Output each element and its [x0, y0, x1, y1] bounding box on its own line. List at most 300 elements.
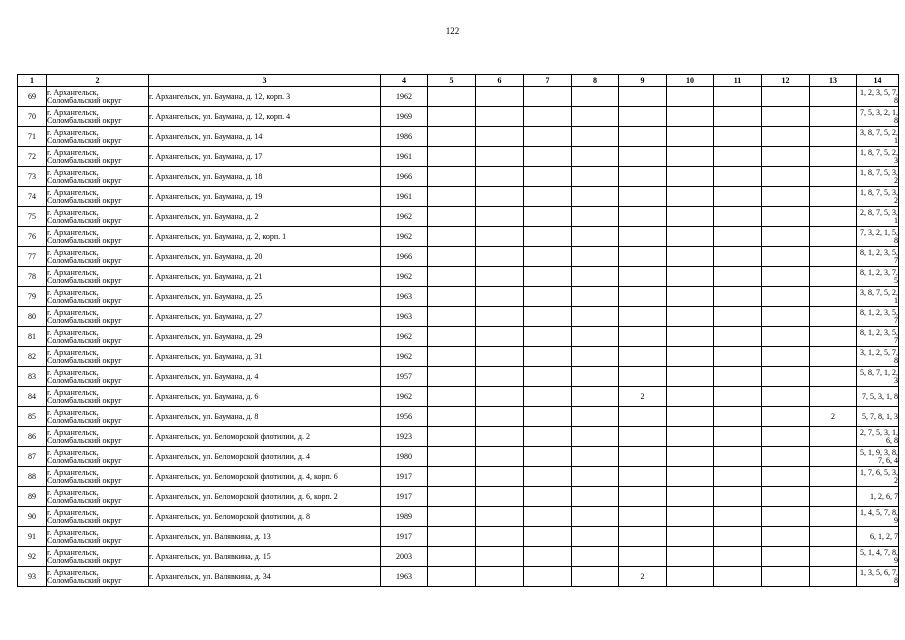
col-8-cell	[572, 207, 619, 227]
district-line: г. Архангельск,	[47, 267, 99, 277]
col-10-cell	[667, 247, 714, 267]
col-11-cell	[714, 367, 762, 387]
table-row	[18, 567, 899, 587]
col-11-cell	[714, 487, 762, 507]
col-10-cell	[667, 387, 714, 407]
col-14-cell	[857, 167, 899, 187]
col-14-line: 8, 1, 2, 3, 5,	[860, 247, 898, 257]
col-10-cell	[667, 87, 714, 107]
table-row	[18, 507, 899, 527]
col-13-cell	[810, 287, 857, 307]
col-14-line: 7	[894, 255, 898, 265]
district-line: Соломбальский округ	[47, 235, 122, 245]
table-row	[18, 447, 899, 467]
district-line: г. Архангельск,	[47, 487, 99, 497]
col-5-cell	[428, 567, 476, 587]
col-10-cell	[667, 227, 714, 247]
address-cell: г. Архангельск, ул. Беломорской флотилии, д. 4	[149, 447, 381, 467]
district-line: г. Архангельск,	[47, 447, 99, 457]
table-row	[18, 87, 899, 107]
col-13-cell	[810, 147, 857, 167]
year-cell: 1962	[381, 347, 428, 367]
col-14-cell	[857, 287, 899, 307]
col-8-cell	[572, 107, 619, 127]
col-13-cell	[810, 227, 857, 247]
col-11-cell	[714, 467, 762, 487]
table-row	[18, 387, 899, 407]
address-cell: г. Архангельск, ул. Баумана, д. 14	[149, 127, 381, 147]
col-5-cell	[428, 147, 476, 167]
district-line: г. Архангельск,	[47, 147, 99, 157]
col-12-cell	[762, 347, 810, 367]
row-number: 87	[18, 447, 47, 467]
table-row	[18, 247, 899, 267]
col-12-cell	[762, 87, 810, 107]
col-6-cell	[476, 547, 524, 567]
col-12-cell	[762, 447, 810, 467]
district-line: Соломбальский округ	[47, 195, 122, 205]
col-6-cell	[476, 187, 524, 207]
district-line: г. Архангельск,	[47, 407, 99, 417]
col-9-cell	[619, 547, 667, 567]
district-cell	[47, 87, 149, 107]
col-14-line: 2, 7, 5, 3, 1,	[860, 427, 898, 437]
district-cell	[47, 287, 149, 307]
table-row	[18, 107, 899, 127]
col-14-line: 8	[894, 575, 898, 585]
col-13-cell	[810, 367, 857, 387]
col-6-cell	[476, 327, 524, 347]
year-cell: 1961	[381, 187, 428, 207]
address-cell: г. Архангельск, ул. Баумана, д. 8	[149, 407, 381, 427]
col-9-cell	[619, 207, 667, 227]
district-cell	[47, 207, 149, 227]
district-line: Соломбальский округ	[47, 295, 122, 305]
col-14-line: 2, 8, 7, 5, 3,	[860, 207, 898, 217]
district-line: г. Архангельск,	[47, 387, 99, 397]
col-10-cell	[667, 307, 714, 327]
address-cell: г. Архангельск, ул. Баумана, д. 12, корп. 4	[149, 107, 381, 127]
col-14-cell	[857, 327, 899, 347]
district-cell	[47, 367, 149, 387]
col-14-line: 1	[894, 135, 898, 145]
row-number: 89	[18, 487, 47, 507]
col-6-cell	[476, 167, 524, 187]
col-8-cell	[572, 447, 619, 467]
col-9-cell	[619, 247, 667, 267]
table-body	[18, 87, 899, 587]
col-6-cell	[476, 227, 524, 247]
row-number: 72	[18, 147, 47, 167]
col-7-cell	[524, 367, 572, 387]
col-11-cell	[714, 207, 762, 227]
col-5-cell	[428, 527, 476, 547]
col-9-cell	[619, 487, 667, 507]
table-row	[18, 347, 899, 367]
col-10-cell	[667, 167, 714, 187]
row-number: 78	[18, 267, 47, 287]
col-7-cell	[524, 487, 572, 507]
column-header: 8	[572, 75, 619, 87]
col-14-line: 7, 6, 4	[878, 455, 898, 465]
year-cell: 1963	[381, 567, 428, 587]
col-8-cell	[572, 227, 619, 247]
col-7-cell	[524, 467, 572, 487]
district-cell	[47, 527, 149, 547]
col-11-cell	[714, 287, 762, 307]
address-cell: г. Архангельск, ул. Баумана, д. 31	[149, 347, 381, 367]
col-14-line: 2	[894, 475, 898, 485]
col-9-cell	[619, 507, 667, 527]
row-number: 80	[18, 307, 47, 327]
col-9-cell	[619, 407, 667, 427]
col-12-cell	[762, 487, 810, 507]
col-11-cell	[714, 87, 762, 107]
col-9-cell	[619, 427, 667, 447]
col-14-cell	[857, 367, 899, 387]
district-line: Соломбальский округ	[47, 395, 122, 405]
table-row	[18, 227, 899, 247]
col-14-line: 9	[894, 555, 898, 565]
col-13-cell	[810, 247, 857, 267]
col-14-line: 6, 1, 2, 7	[870, 531, 898, 541]
col-5-cell	[428, 367, 476, 387]
col-12-cell	[762, 247, 810, 267]
row-number: 84	[18, 387, 47, 407]
col-14-cell	[857, 487, 899, 507]
column-header: 10	[667, 75, 714, 87]
col-6-cell	[476, 127, 524, 147]
col-14-line: 3, 8, 7, 5, 2,	[860, 127, 898, 137]
district-cell	[47, 167, 149, 187]
col-14-line: 1, 2, 3, 5, 7,	[860, 87, 898, 97]
district-line: Соломбальский округ	[47, 335, 122, 345]
col-7-cell	[524, 327, 572, 347]
col-14-line: 8	[894, 235, 898, 245]
col-13-cell	[810, 187, 857, 207]
col-14-cell	[857, 207, 899, 227]
col-8-cell	[572, 247, 619, 267]
district-line: г. Архангельск,	[47, 307, 99, 317]
col-9-cell: 2	[619, 387, 667, 407]
address-cell: г. Архангельск, ул. Баумана, д. 6	[149, 387, 381, 407]
col-12-cell	[762, 227, 810, 247]
column-header: 12	[762, 75, 810, 87]
district-line: г. Архангельск,	[47, 567, 99, 577]
year-cell: 1962	[381, 227, 428, 247]
col-10-cell	[667, 287, 714, 307]
col-13-cell	[810, 467, 857, 487]
col-11-cell	[714, 187, 762, 207]
address-cell: г. Архангельск, ул. Баумана, д. 21	[149, 267, 381, 287]
col-5-cell	[428, 347, 476, 367]
table-row	[18, 367, 899, 387]
col-5-cell	[428, 227, 476, 247]
district-line: Соломбальский округ	[47, 115, 122, 125]
col-8-cell	[572, 327, 619, 347]
address-cell: г. Архангельск, ул. Баумана, д. 12, корп. 3	[149, 87, 381, 107]
col-5-cell	[428, 447, 476, 467]
col-5-cell	[428, 207, 476, 227]
col-9-cell	[619, 187, 667, 207]
col-6-cell	[476, 207, 524, 227]
col-6-cell	[476, 107, 524, 127]
col-14-line: 8, 1, 2, 3, 5,	[860, 327, 898, 337]
col-5-cell	[428, 327, 476, 347]
table-row	[18, 547, 899, 567]
district-line: г. Архангельск,	[47, 87, 99, 97]
row-number: 85	[18, 407, 47, 427]
year-cell: 1986	[381, 127, 428, 147]
column-header: 9	[619, 75, 667, 87]
col-11-cell	[714, 327, 762, 347]
col-5-cell	[428, 467, 476, 487]
col-5-cell	[428, 167, 476, 187]
col-13-cell	[810, 167, 857, 187]
col-11-cell	[714, 447, 762, 467]
col-14-line: 1, 4, 5, 7, 8,	[860, 507, 898, 517]
district-line: Соломбальский округ	[47, 535, 122, 545]
year-cell: 1963	[381, 307, 428, 327]
col-14-cell	[857, 127, 899, 147]
year-cell: 1962	[381, 327, 428, 347]
column-header: 14	[857, 75, 899, 87]
district-cell	[47, 387, 149, 407]
col-14-cell	[857, 427, 899, 447]
col-9-cell	[619, 147, 667, 167]
district-line: Соломбальский округ	[47, 155, 122, 165]
col-8-cell	[572, 567, 619, 587]
district-line: Соломбальский округ	[47, 435, 122, 445]
col-14-line: 2	[894, 175, 898, 185]
col-6-cell	[476, 287, 524, 307]
col-11-cell	[714, 227, 762, 247]
col-6-cell	[476, 247, 524, 267]
col-14-cell	[857, 387, 899, 407]
column-header: 2	[47, 75, 149, 87]
col-6-cell	[476, 387, 524, 407]
col-13-cell	[810, 427, 857, 447]
district-line: г. Архангельск,	[47, 247, 99, 257]
col-14-line: 7, 5, 3, 1, 8	[862, 391, 898, 401]
district-line: г. Архангельск,	[47, 127, 99, 137]
row-number: 82	[18, 347, 47, 367]
col-13-cell	[810, 327, 857, 347]
col-9-cell	[619, 327, 667, 347]
col-8-cell	[572, 267, 619, 287]
col-9-cell	[619, 87, 667, 107]
table-row	[18, 127, 899, 147]
col-11-cell	[714, 387, 762, 407]
district-line: Соломбальский округ	[47, 135, 122, 145]
col-7-cell	[524, 227, 572, 247]
col-6-cell	[476, 487, 524, 507]
table-row	[18, 307, 899, 327]
col-11-cell	[714, 567, 762, 587]
year-cell: 1962	[381, 207, 428, 227]
district-line: Соломбальский округ	[47, 315, 122, 325]
col-6-cell	[476, 267, 524, 287]
district-line: Соломбальский округ	[47, 215, 122, 225]
col-12-cell	[762, 287, 810, 307]
col-7-cell	[524, 407, 572, 427]
col-9-cell	[619, 447, 667, 467]
col-10-cell	[667, 507, 714, 527]
year-cell: 1957	[381, 367, 428, 387]
col-14-cell	[857, 547, 899, 567]
col-8-cell	[572, 387, 619, 407]
col-14-cell	[857, 467, 899, 487]
col-12-cell	[762, 187, 810, 207]
table-row	[18, 327, 899, 347]
col-11-cell	[714, 427, 762, 447]
col-13-cell	[810, 107, 857, 127]
year-cell: 1966	[381, 167, 428, 187]
district-cell	[47, 447, 149, 467]
col-7-cell	[524, 87, 572, 107]
col-14-line: 8, 1, 2, 3, 5,	[860, 307, 898, 317]
year-cell: 1917	[381, 487, 428, 507]
col-8-cell	[572, 87, 619, 107]
col-6-cell	[476, 407, 524, 427]
col-5-cell	[428, 487, 476, 507]
col-14-cell	[857, 407, 899, 427]
col-14-cell	[857, 527, 899, 547]
district-line: Соломбальский округ	[47, 255, 122, 265]
district-line: Соломбальский округ	[47, 495, 122, 505]
col-13-cell	[810, 527, 857, 547]
col-10-cell	[667, 367, 714, 387]
col-14-cell	[857, 447, 899, 467]
col-7-cell	[524, 507, 572, 527]
col-13-cell	[810, 507, 857, 527]
col-9-cell	[619, 167, 667, 187]
col-14-cell	[857, 227, 899, 247]
column-header: 4	[381, 75, 428, 87]
col-5-cell	[428, 187, 476, 207]
col-5-cell	[428, 427, 476, 447]
col-9-cell	[619, 307, 667, 327]
col-7-cell	[524, 207, 572, 227]
col-7-cell	[524, 527, 572, 547]
col-5-cell	[428, 107, 476, 127]
table-row	[18, 267, 899, 287]
year-cell: 1969	[381, 107, 428, 127]
col-8-cell	[572, 427, 619, 447]
col-12-cell	[762, 307, 810, 327]
col-14-line: 1, 2, 6, 7	[870, 491, 898, 501]
col-14-cell	[857, 507, 899, 527]
col-10-cell	[667, 487, 714, 507]
col-8-cell	[572, 507, 619, 527]
district-line: г. Архангельск,	[47, 287, 99, 297]
district-cell	[47, 427, 149, 447]
col-14-cell	[857, 347, 899, 367]
address-cell: г. Архангельск, ул. Баумана, д. 4	[149, 367, 381, 387]
col-14-line: 3	[894, 375, 898, 385]
district-cell	[47, 227, 149, 247]
district-line: г. Архангельск,	[47, 507, 99, 517]
district-cell	[47, 307, 149, 327]
col-10-cell	[667, 527, 714, 547]
col-5-cell	[428, 547, 476, 567]
col-6-cell	[476, 447, 524, 467]
col-14-cell	[857, 147, 899, 167]
col-8-cell	[572, 367, 619, 387]
col-8-cell	[572, 127, 619, 147]
col-12-cell	[762, 467, 810, 487]
col-7-cell	[524, 127, 572, 147]
col-7-cell	[524, 447, 572, 467]
col-8-cell	[572, 147, 619, 167]
address-cell: г. Архангельск, ул. Беломорской флотилии, д. 2	[149, 427, 381, 447]
year-cell: 2003	[381, 547, 428, 567]
row-number: 76	[18, 227, 47, 247]
col-9-cell	[619, 227, 667, 247]
year-cell: 1980	[381, 447, 428, 467]
col-9-cell	[619, 287, 667, 307]
col-7-cell	[524, 147, 572, 167]
col-13-cell	[810, 127, 857, 147]
col-10-cell	[667, 567, 714, 587]
col-12-cell	[762, 527, 810, 547]
district-line: Соломбальский округ	[47, 175, 122, 185]
column-header: 5	[428, 75, 476, 87]
district-line: Соломбальский округ	[47, 375, 122, 385]
row-number: 71	[18, 127, 47, 147]
col-13-cell	[810, 87, 857, 107]
col-14-line: 7	[894, 335, 898, 345]
col-12-cell	[762, 387, 810, 407]
year-cell: 1966	[381, 247, 428, 267]
address-cell: г. Архангельск, ул. Баумана, д. 19	[149, 187, 381, 207]
address-cell: г. Архангельск, ул. Беломорской флотилии, д. 4, корп. 6	[149, 467, 381, 487]
table-row	[18, 427, 899, 447]
col-9-cell	[619, 367, 667, 387]
row-number: 83	[18, 367, 47, 387]
col-14-line: 1, 8, 7, 5, 3,	[860, 167, 898, 177]
col-7-cell	[524, 347, 572, 367]
col-10-cell	[667, 407, 714, 427]
district-cell	[47, 147, 149, 167]
col-10-cell	[667, 127, 714, 147]
district-cell	[47, 187, 149, 207]
col-5-cell	[428, 407, 476, 427]
col-6-cell	[476, 87, 524, 107]
header-row	[18, 75, 899, 87]
table-row	[18, 167, 899, 187]
col-7-cell	[524, 267, 572, 287]
col-14-line: 1, 7, 6, 5, 3,	[860, 467, 898, 477]
address-cell: г. Архангельск, ул. Баумана, д. 2, корп. 1	[149, 227, 381, 247]
row-number: 73	[18, 167, 47, 187]
district-cell	[47, 107, 149, 127]
year-cell: 1962	[381, 87, 428, 107]
row-number: 81	[18, 327, 47, 347]
col-12-cell	[762, 127, 810, 147]
address-cell: г. Архангельск, ул. Баумана, д. 20	[149, 247, 381, 267]
col-8-cell	[572, 307, 619, 327]
col-10-cell	[667, 427, 714, 447]
col-14-line: 1, 8, 7, 5, 3,	[860, 187, 898, 197]
col-6-cell	[476, 307, 524, 327]
row-number: 93	[18, 567, 47, 587]
table-row	[18, 487, 899, 507]
district-line: Соломбальский округ	[47, 455, 122, 465]
register-table	[17, 74, 899, 587]
col-10-cell	[667, 347, 714, 367]
col-14-line: 7, 3, 2, 1, 5,	[860, 227, 898, 237]
